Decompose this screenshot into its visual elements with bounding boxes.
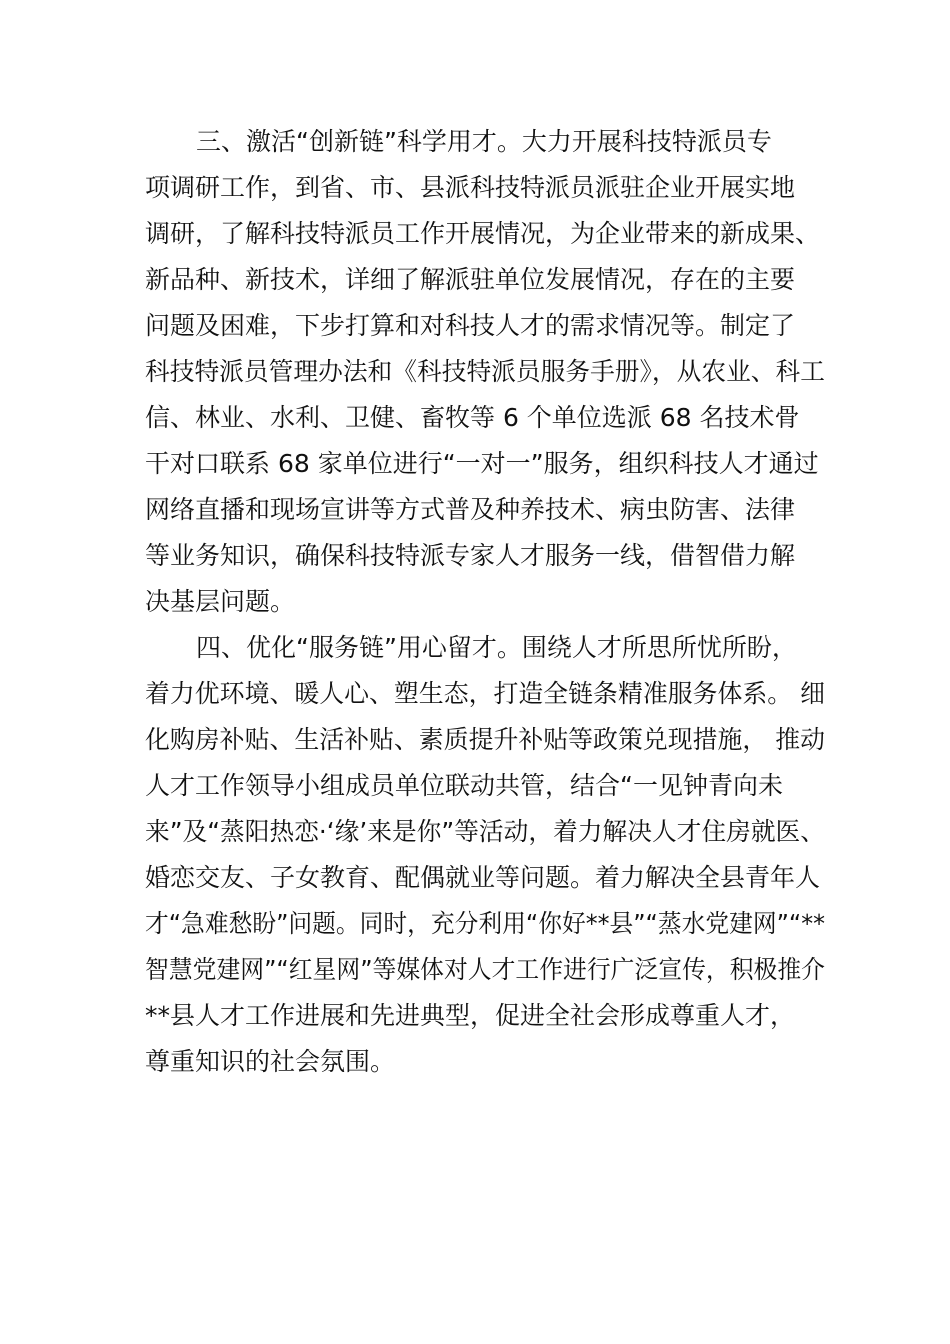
paragraph-4-line-8: 智慧党建网”“红星网”等媒体对人才工作进行广泛宣传，积极推介 xyxy=(145,955,825,984)
paragraph-4-line-3: 化购房补贴、生活补贴、素质提升补贴等政策兑现措施， 推动 xyxy=(145,725,825,754)
paragraph-4-line-4: 人才工作领导小组成员单位联动共管，结合“一见钟青向未 xyxy=(145,771,783,800)
paragraph-4-line-5: 来”及“蒸阳热恋·‘缘’来是你”等活动，着力解决人才住房就医、 xyxy=(145,817,825,846)
paragraph-3-line-8: 干对口联系 68 家单位进行“一对一”服务，组织科技人才通过 xyxy=(145,449,819,478)
paragraph-3-line-5: 问题及困难，下步打算和对科技人才的需求情况等。制定了 xyxy=(145,311,796,340)
paragraph-3-line-10: 等业务知识，确保科技特派专家人才服务一线，借智借力解 xyxy=(145,541,796,570)
paragraph-4-line-6: 婚恋交友、子女教育、配偶就业等问题。着力解决全县青年人 xyxy=(145,863,821,892)
paragraph-4-line-2: 着力优环境、暖人心、塑生态，打造全链条精准服务体系。 细 xyxy=(145,679,825,708)
paragraph-3-line-3: 调研，了解科技特派员工作开展情况，为企业带来的新成果、 xyxy=(145,219,821,248)
paragraph-3-line-11: 决基层问题。 xyxy=(145,587,296,616)
paragraph-3-line-6: 科技特派员管理办法和《科技特派员服务手册》，从农业、科工 xyxy=(145,357,825,386)
paragraph-3-line-2: 项调研工作，到省、市、县派科技特派员派驻企业开展实地 xyxy=(145,173,796,202)
paragraph-4-line-7: 才“急难愁盼”问题。同时，充分利用“你好**县”“蒸水党建网”“** xyxy=(145,909,825,938)
paragraph-3-line-7: 信、林业、水利、卫健、畜牧等 6 个单位选派 68 名技术骨 xyxy=(145,403,800,432)
paragraph-4-line-9: **县人才工作进展和先进典型，促进全社会形成尊重人才， xyxy=(145,1001,796,1030)
body-text xyxy=(145,119,825,1085)
paragraph-3-line-1: 三、激活“创新链”科学用才。大力开展科技特派员专 xyxy=(196,127,772,156)
paragraph-4-line-1: 四、优化“服务链”用心留才。围绕人才所思所忧所盼， xyxy=(196,633,797,662)
paragraph-4-line-10: 尊重知识的社会氛围。 xyxy=(145,1047,396,1076)
paragraph-3-line-9: 网络直播和现场宣讲等方式普及种养技术、病虫防害、法律 xyxy=(145,495,796,524)
paragraph-3-line-4: 新品种、新技术，详细了解派驻单位发展情况，存在的主要 xyxy=(145,265,796,294)
